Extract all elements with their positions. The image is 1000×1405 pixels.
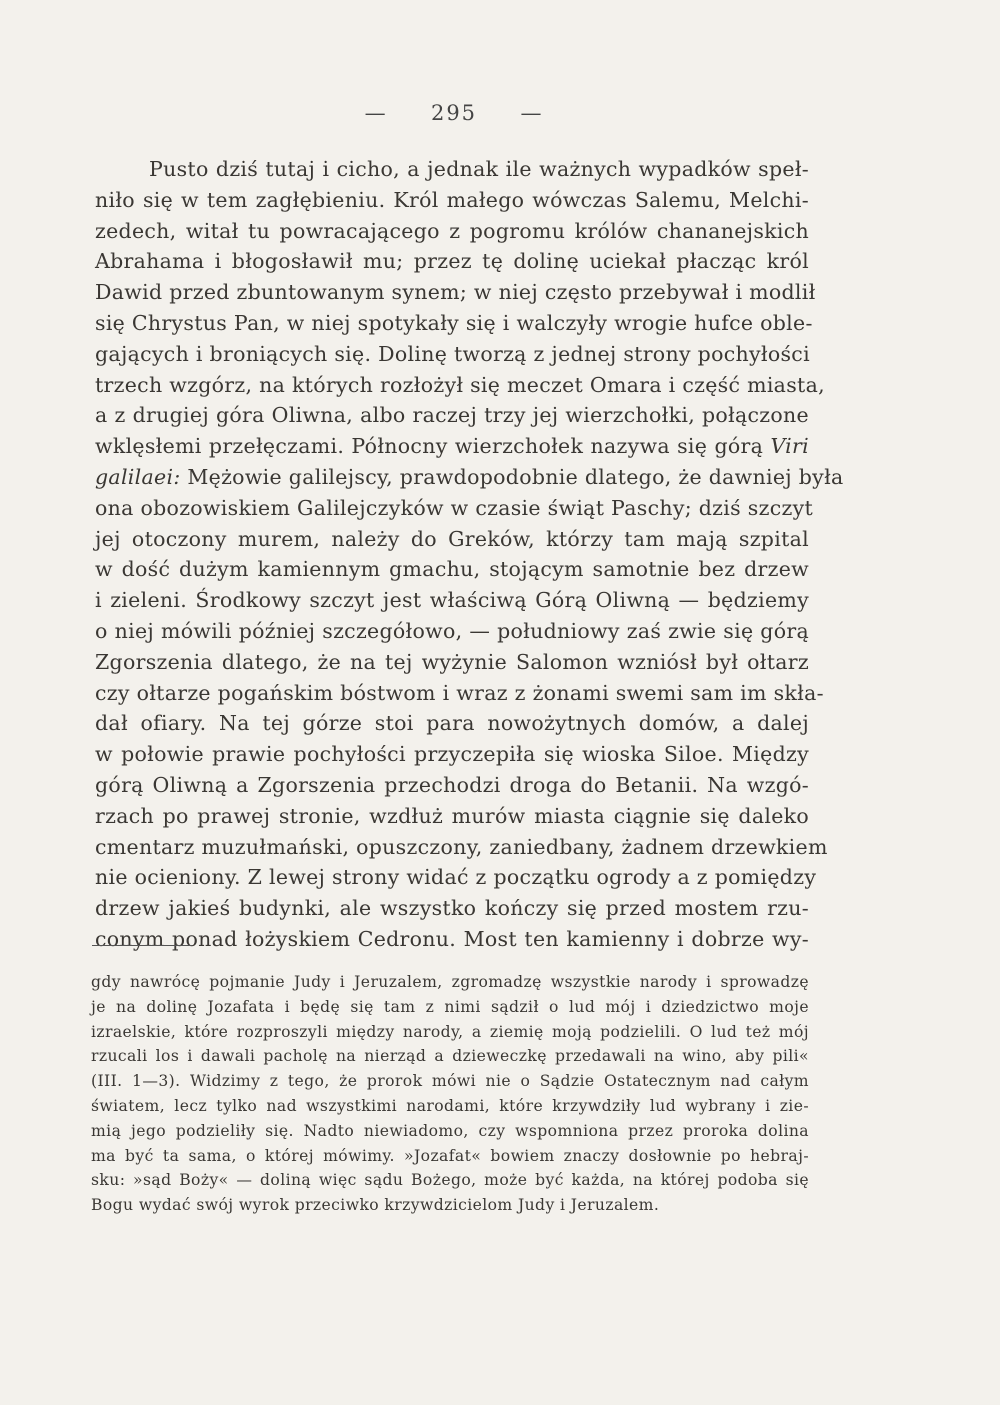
text-line: gających i broniących się. Dolinę tworzą z jednej strony pochyłości — [95, 341, 810, 366]
text-line: nie ocieniony. Z lewej strony widać z początku ogrody a z pomiędzy — [95, 865, 817, 890]
page-number: 295 — [430, 101, 478, 125]
text-line: Abrahama i błogosławił mu; przez tę dolinę uciekał płacząc król — [95, 249, 809, 274]
text-line: zedech, witał tu powracającego z pogromu królów chananejskich — [95, 218, 809, 243]
text-line: w dość dużym kamiennym gmachu, stojącym samotnie bez drzew — [95, 557, 809, 582]
page-number-header — [0, 101, 908, 125]
text-line-with-italic — [95, 462, 844, 493]
text-line: w połowie prawie pochyłości przyczepiła się wioska Siloe. Między — [95, 742, 809, 767]
footnote-line: (III. 1—3). Widzimy z tego, że prorok mówi nie o Sądzie Ostatecznym nad całym — [91, 1072, 809, 1091]
text-line: niło się w tem zagłębieniu. Król małego wówczas Salemu, Melchi- — [95, 187, 809, 212]
text-line: a z drugiej góra Oliwna, albo raczej trzy jej wierzchołki, połączone — [95, 403, 809, 428]
text-line: drzew jakieś budynki, ale wszystko kończy się przed mostem rzu- — [95, 896, 809, 921]
text-line: i zieleni. Środkowy szczyt jest właściwą Górą Oliwną — będziemy — [95, 588, 809, 613]
text-line: Zgorszenia dlatego, że na tej wyżynie Salomon wzniósł był ołtarz — [95, 649, 809, 674]
footnote-line: Bogu wydać swój wyrok przeciwko krzywdzicielom Judy i Jeruzalem. — [91, 1196, 660, 1215]
text-segment: wklęsłemi przełęczami. Północny wierzchołek nazywa się górą — [95, 434, 764, 459]
footnote-line: rzucali los i dawali pacholę na nierząd a dzieweczkę przedawali na wino, aby pili« — [91, 1047, 809, 1066]
footnote-line: światem, lecz tylko nad wszystkimi narodami, które krzywdziły lud wybrany i zie- — [91, 1096, 809, 1115]
text-line: rzach po prawej stronie, wzdłuż murów miasta ciągnie się daleko — [95, 803, 809, 828]
footnote-line: izraelskie, które rozproszyli między narody, a ziemię moją podzielili. O lud też mój — [91, 1022, 809, 1041]
text-line: conym ponad łożyskiem Cedronu. Most ten kamienny i dobrze wy- — [95, 926, 809, 951]
footnote-line: gdy nawrócę pojmanie Judy i Jeruzalem, zgromadzę wszystkie narody i sprowadzę — [91, 973, 809, 991]
text-line: Pusto dziś tutaj i cicho, a jednak ile ważnych wypadków speł- — [149, 157, 809, 181]
text-line: Dawid przed zbuntowanym synem; w niej często przebywał i modlił — [95, 280, 816, 305]
footnote-line: je na dolinę Jozafata i będę się tam z nimi sądził o lud mój i dziedzictwo moje — [91, 997, 809, 1016]
footnote-line: sku: »sąd Boży« — doliną więc sądu Bożego, może być każda, na której podoba się — [91, 1171, 809, 1190]
text-line: o niej mówili później szczegółowo, — południowy zaś zwie się górą — [95, 618, 809, 643]
text-line: czy ołtarze pogańskim bóstwom i wraz z żonami swemi sam im skła- — [95, 680, 824, 705]
text-line: dał ofiary. Na tej górze stoi para nowożytnych domów, a dalej — [95, 711, 809, 736]
text-line: się Chrystus Pan, w niej spotykały się i walczyły wrogie hufce oble- — [95, 310, 813, 335]
footnote-divider — [92, 945, 192, 946]
footnote-line: mią jego podzieliły się. Nadto niewiadomo, czy wspomniona przez proroka dolina — [91, 1121, 809, 1140]
text-line: górą Oliwną a Zgorszenia przechodzi droga do Betanii. Na wzgó- — [95, 772, 809, 797]
italic-term-galilaei: galilaei: — [95, 464, 181, 489]
header-dash-right: — — [520, 101, 544, 125]
main-text-body — [95, 154, 844, 955]
footnote-block — [91, 970, 809, 1218]
header-dash-left: — — [364, 101, 388, 125]
footnote-line: ma być ta sama, o której mówimy. »Jozafat« bowiem znaczy dosłownie po hebraj- — [91, 1146, 809, 1165]
text-line: trzech wzgórz, na których rozłożył się meczet Omara i część miasta, — [95, 372, 825, 397]
text-line-with-italic — [95, 431, 809, 462]
text-line: ona obozowiskiem Galilejczyków w czasie świąt Paschy; dziś szczyt — [95, 495, 814, 520]
text-line: jej otoczony murem, należy do Greków, którzy tam mają szpital — [95, 526, 809, 551]
text-segment: Mężowie galilejscy, prawdopodobnie dlatego, że dawniej była — [187, 464, 844, 489]
italic-term-viri: Viri — [770, 434, 809, 459]
text-line: cmentarz muzułmański, opuszczony, zaniedbany, żadnem drzewkiem — [95, 834, 828, 859]
